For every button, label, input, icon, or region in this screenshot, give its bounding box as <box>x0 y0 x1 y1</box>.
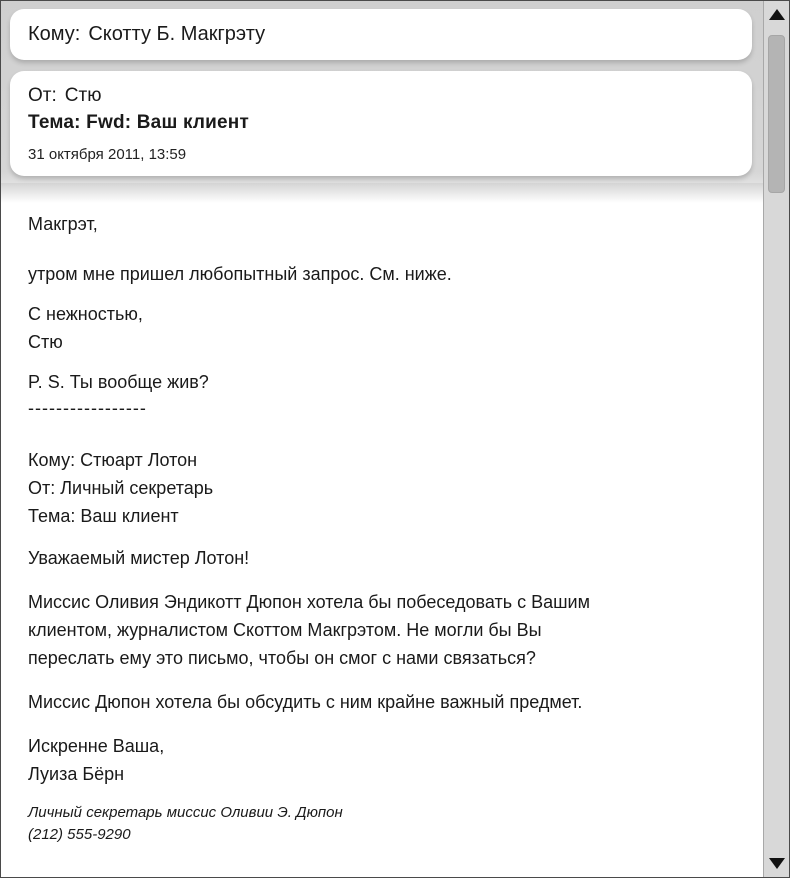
paragraph-line: Миссис Дюпон хотела бы обсудить с ним крайне важный предмет. <box>28 692 583 712</box>
scroll-down-icon[interactable] <box>769 858 785 869</box>
scroll-up-icon[interactable] <box>769 9 785 20</box>
closing-name: Луиза Бёрн <box>28 764 125 784</box>
from-label: От: <box>28 85 57 106</box>
header-shadow <box>1 183 763 203</box>
postscript: P. S. Ты вообще жив? <box>28 372 209 392</box>
subject: Тема: Fwd: Ваш клиент <box>28 112 249 133</box>
to-value: Скотту Б. Макгрэту <box>88 23 266 45</box>
forward-to: Кому: Стюарт Лотон <box>28 450 198 470</box>
paragraph-line: клиентом, журналистом Скоттом Макгрэтом. Не могли бы Вы <box>28 620 542 640</box>
signoff-name: Стю <box>28 332 63 352</box>
greeting: Макгрэт, <box>28 214 98 234</box>
paragraph-line: переслать ему это письмо, чтобы он смог с нами связаться? <box>28 648 536 668</box>
sender-card <box>10 71 752 176</box>
body-line: утром мне пришел любопытный запрос. См. ниже. <box>28 264 452 284</box>
signature-title: Личный секретарь миссис Оливии Э. Дюпон <box>28 804 343 821</box>
recipient-card <box>10 9 752 60</box>
date: 31 октября 2011, 13:59 <box>28 146 187 163</box>
signature-phone: (212) 555-9290 <box>28 826 131 843</box>
to-label: Кому: <box>28 23 81 45</box>
closing: Искренне Ваша, <box>28 736 165 756</box>
scroll-thumb[interactable] <box>768 35 785 193</box>
forward-subject: Тема: Ваш клиент <box>28 506 179 526</box>
signoff: С нежностью, <box>28 304 143 324</box>
separator: ----------------- <box>28 398 147 418</box>
forward-from: От: Личный секретарь <box>28 478 214 498</box>
vertical-scrollbar[interactable] <box>763 1 789 877</box>
to-field <box>28 23 265 46</box>
salutation: Уважаемый мистер Лотон! <box>28 548 250 568</box>
from-value: Стю <box>64 85 102 106</box>
from-field <box>28 85 101 107</box>
paragraph-line: Миссис Оливия Эндикотт Дюпон хотела бы побеседовать с Вашим <box>28 592 590 612</box>
